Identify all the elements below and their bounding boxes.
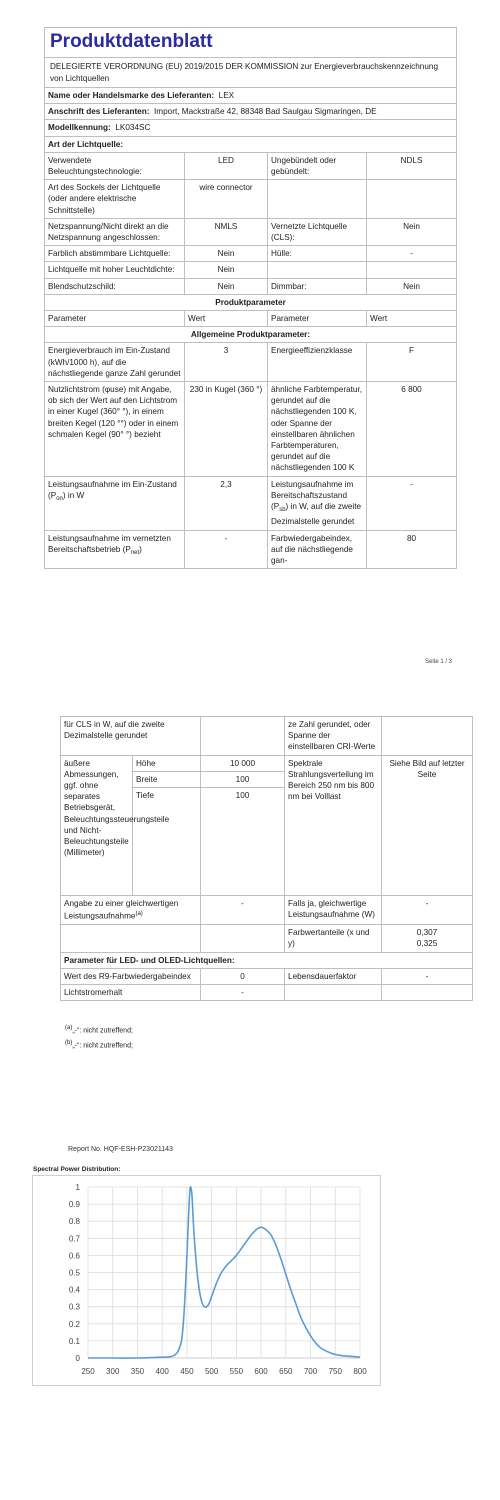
chromaticity-x: 0,307: [416, 928, 438, 938]
equivalent-power-label: [61, 896, 201, 925]
column-header-value: Wert: [367, 311, 457, 327]
standby-power-suffix: ) in W, auf die zweite Dezimalstelle gerundet: [271, 502, 362, 527]
model-id-row: [45, 120, 457, 136]
table-row: [45, 246, 457, 262]
x-tick-label: 700: [303, 1367, 318, 1376]
regulation-intro: DELEGIERTE VERORDNUNG (EU) 2019/2015 DER KOMMISSION zur Energieverbrauchskennzeichnung von Lichtquellen: [45, 58, 457, 88]
x-tick-label: 500: [204, 1367, 219, 1376]
on-mode-power-label: [45, 476, 185, 530]
supplier-name-label: Name oder Handelsmarke des Lieferanten:: [48, 91, 215, 100]
row-label: Art des Sockels der Lichtquelle (oder andere elektrische Schnittstelle): [45, 180, 185, 219]
supplier-address-row: [45, 104, 457, 120]
led-params-heading: Parameter für LED- und OLED-Lichtquellen:: [61, 952, 473, 968]
table-row: [61, 755, 473, 771]
supplier-address-value: Import, Mackstraße 42, 88348 Bad Saulgau Sigmaringen, DE: [154, 107, 377, 117]
y-tick-label: 0.7: [68, 1234, 80, 1244]
x-tick-label: 450: [180, 1367, 194, 1376]
table-row: [45, 476, 457, 530]
color-temperature-value: 6 800: [367, 382, 457, 477]
model-id-label: Modellkennung:: [48, 123, 111, 133]
column-header-parameter: Parameter: [268, 311, 367, 327]
on-mode-power-suffix: ) in W: [62, 490, 85, 500]
x-tick-label: 650: [279, 1367, 293, 1376]
y-tick-label: 0.4: [68, 1285, 80, 1295]
y-tick-label: 0.2: [68, 1319, 80, 1329]
report-number: Report No. HQF-ESH-P23021143: [68, 1146, 173, 1153]
chart-frame: [33, 1176, 381, 1386]
energy-class-value: F: [367, 343, 457, 382]
column-header-parameter: Parameter: [45, 311, 185, 327]
footnote-a-marker: (a): [65, 1025, 73, 1031]
footnote-a: [65, 1022, 133, 1037]
standby-power-label: [268, 476, 367, 530]
chart-title: Spectral Power Distribution:: [33, 1166, 121, 1173]
lumen-maintenance-label: Lichtstromerhalt: [61, 984, 201, 1000]
height-value: 10 000: [201, 755, 285, 771]
networked-standby-label: [45, 530, 185, 569]
row-label: Hülle:: [268, 246, 367, 262]
row-value: NMLS: [185, 218, 268, 245]
row-label: Dimmbar:: [268, 278, 367, 294]
footnote-b-marker: (b): [65, 1040, 73, 1047]
empty-cell: [382, 984, 473, 1000]
standby-power-text: Leistungsaufnahme im Bereitschaftszustand (P: [271, 479, 354, 512]
chromaticity-y: 0,325: [416, 939, 438, 949]
footnote-b-text: „-“: nicht zutreffend;: [72, 1042, 133, 1050]
row-value: NDLS: [367, 152, 457, 179]
row-label: Vernetzte Lichtquelle (CLS):: [268, 218, 367, 245]
networked-standby-text: Leistungsaufnahme im vernetzten Bereitschaftsbetrieb (P: [48, 533, 171, 554]
empty-cell: [61, 925, 201, 952]
y-tick-label: 0.6: [68, 1251, 80, 1261]
row-value: [367, 262, 457, 278]
table-row: [61, 896, 473, 925]
table-row: [45, 262, 457, 278]
table-row: [61, 925, 473, 952]
standby-power-subscript: sb: [279, 507, 286, 514]
y-tick-label: 0.3: [68, 1302, 80, 1312]
width-value: 100: [201, 771, 285, 787]
r9-value: 0: [201, 968, 285, 984]
row-label: Netzspannung/Nicht direkt an die Netzspannung angeschlossen:: [45, 218, 185, 245]
spectral-distribution-value: Siehe Bild auf letzter Seite: [382, 755, 473, 895]
page-number: Seite 1 / 3: [425, 659, 453, 665]
spectral-power-chart: [32, 1175, 382, 1387]
empty-cell: [201, 717, 285, 756]
cri-value: 80: [367, 530, 457, 569]
cri-label-continued: ze Zahl gerundet, oder Spanne der einstellbaren CRI-Werte: [285, 717, 382, 756]
datasheet-table-page-1: [44, 27, 457, 569]
survival-factor-label: Lebensdauerfaktor: [285, 968, 382, 984]
chromaticity-label: Farbwertanteile (x und y): [285, 925, 382, 952]
equivalent-power-text: Angabe zu einer gleichwertigen Leistungsaufnahme: [64, 899, 179, 921]
on-mode-power-subscript: on: [56, 495, 63, 502]
x-tick-label: 400: [155, 1367, 169, 1376]
footnote-b: [65, 1037, 133, 1052]
on-mode-power-value: 2,3: [185, 476, 268, 530]
energy-consumption-label: Energieverbrauch im Ein-Zustand (kWh/1000 h), auf die nächstliegende ganze Zahl gerundet: [45, 343, 185, 382]
footnotes: [65, 1022, 133, 1053]
networked-standby-continued: für CLS in W, auf die zweite Dezimalstelle gerundet: [61, 717, 201, 756]
survival-factor-value: -: [382, 968, 473, 984]
column-header-value: Wert: [185, 311, 268, 327]
row-value: Nein: [185, 262, 268, 278]
standby-power-value: -: [367, 476, 457, 530]
luminous-flux-label: Nutzlichtstrom (φuse) mit Angabe, ob sich der Wert auf den Lichtstrom in einer Kugel (360° °), in einem breiten Kegel (120 °°) oder in einem schmalen Kegel (90° °) bezieht: [45, 382, 185, 477]
chromaticity-value: [382, 925, 473, 952]
general-params-heading: Allgemeine Produktparameter:: [45, 327, 457, 343]
row-value: -: [367, 246, 457, 262]
luminous-flux-value: 230 in Kugel (360 °): [185, 382, 268, 477]
table-row: [61, 968, 473, 984]
row-value: Nein: [185, 246, 268, 262]
page-title: Produktdatenblatt: [45, 28, 457, 58]
x-tick-label: 750: [328, 1367, 342, 1376]
width-label: Breite: [133, 771, 201, 787]
table-row: [45, 343, 457, 382]
table-row: [45, 180, 457, 219]
equivalent-power-value: -: [201, 896, 285, 925]
row-label: Verwendete Beleuchtungstechnologie:: [45, 152, 185, 179]
x-tick-label: 600: [254, 1367, 268, 1376]
if-yes-value: -: [382, 896, 473, 925]
height-label: Höhe: [133, 755, 201, 771]
row-value: Nein: [185, 278, 268, 294]
energy-class-label: Energieeffizienzklasse: [268, 343, 367, 382]
row-label: [268, 180, 367, 219]
networked-standby-suffix: ): [139, 544, 142, 554]
y-tick-label: 1: [75, 1183, 80, 1192]
supplier-name-row: [45, 88, 457, 104]
empty-cell: [201, 925, 285, 952]
row-label: Ungebündelt oder gebündelt:: [268, 152, 367, 179]
y-tick-label: 0.9: [68, 1200, 80, 1210]
x-tick-label: 550: [229, 1367, 244, 1376]
model-id-value: LK034SC: [115, 123, 151, 133]
datasheet-page-2: [60, 716, 472, 1001]
table-row: [61, 984, 473, 1000]
datasheet-table-page-2: [60, 716, 473, 1001]
supplier-address-label: Anschrift des Lieferanten:: [48, 107, 150, 117]
column-header-row: [45, 311, 457, 327]
networked-standby-value: -: [185, 530, 268, 569]
product-params-heading: Produktparameter: [45, 294, 457, 310]
footnote-a-text: „-“: nicht zutreffend;: [72, 1027, 133, 1035]
x-tick-label: 300: [106, 1367, 120, 1376]
table-row: [45, 530, 457, 569]
color-temperature-label: ähnliche Farbtemperatur, gerundet auf die nächstliegenden 100 K, oder Spanne der einstellbaren ähnlichen Farbtemperaturen, gerundet auf die nächstliegenden 100 K: [268, 382, 367, 477]
row-value: Nein: [367, 278, 457, 294]
y-tick-label: 0.1: [68, 1336, 80, 1346]
empty-cell: [382, 717, 473, 756]
row-value: wire connector: [185, 180, 268, 219]
depth-label: Tiefe: [133, 788, 201, 896]
supplier-name-value: LEX: [218, 91, 235, 100]
depth-value: 100: [201, 788, 285, 896]
row-value: LED: [185, 152, 268, 179]
y-tick-label: 0.8: [68, 1217, 80, 1227]
row-label: [268, 262, 367, 278]
y-tick-label: 0.5: [68, 1268, 80, 1278]
datasheet-page-1: [44, 27, 456, 569]
energy-consumption-value: 3: [185, 343, 268, 382]
r9-label: Wert des R9-Farbwiedergabeindex: [61, 968, 201, 984]
table-row: [45, 382, 457, 477]
footnote-marker: (a): [135, 911, 143, 918]
light-source-heading: Art der Lichtquelle:: [45, 136, 457, 152]
table-row: [45, 152, 457, 179]
x-tick-label: 250: [81, 1367, 95, 1376]
lumen-maintenance-value: -: [201, 984, 285, 1000]
empty-cell: [285, 984, 382, 1000]
table-row: [45, 218, 457, 245]
row-label: Lichtquelle mit hoher Leuchtdichte:: [45, 262, 185, 278]
row-value: Nein: [367, 218, 457, 245]
dimensions-label: äußere Abmessungen, ggf. ohne separates Betriebsgerät, Beleuchtungssteuerungsteile und Nicht-Beleuchtungsteile (Millimeter): [61, 755, 133, 895]
if-yes-label: Falls ja, gleichwertige Leistungsaufnahme (W): [285, 896, 382, 925]
y-tick-label: 0: [75, 1354, 80, 1363]
table-row: [61, 717, 473, 756]
spectral-distribution-label: Spektrale Strahlungsverteilung im Bereich 250 nm bis 800 nm bei Volllast: [285, 755, 382, 895]
row-label: Blendschutzschild:: [45, 278, 185, 294]
row-value: [367, 180, 457, 219]
table-row: [45, 278, 457, 294]
row-label: Farblich abstimmbare Lichtquelle:: [45, 246, 185, 262]
x-tick-label: 800: [353, 1367, 367, 1376]
networked-standby-subscript: net: [130, 549, 140, 556]
on-mode-power-text: Leistungsaufnahme im Ein-Zustand (P: [48, 479, 177, 500]
x-tick-label: 350: [130, 1367, 145, 1376]
cri-label: Farbwiedergabeindex, auf die nächstliegende gan-: [268, 530, 367, 569]
